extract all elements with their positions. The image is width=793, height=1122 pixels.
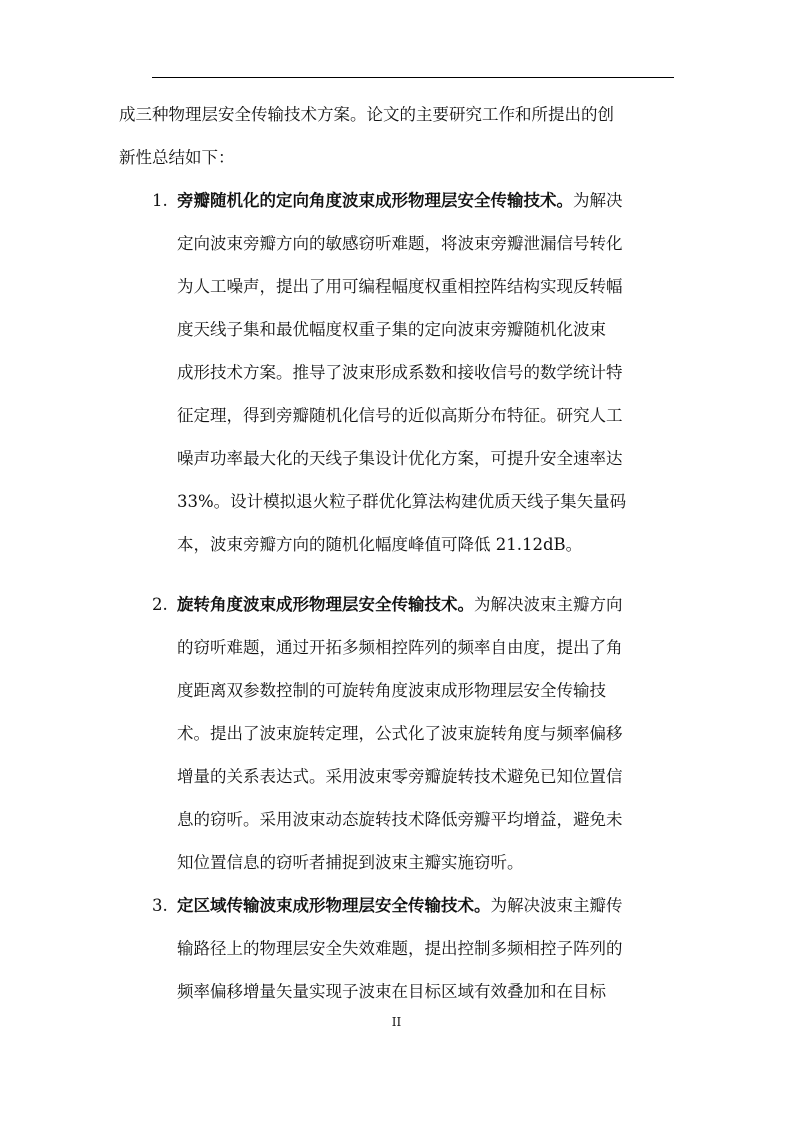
list-item-line: 定向波束旁瓣方向的敏感窃听难题，将波束旁瓣泄漏信号转化: [177, 234, 623, 253]
list-item-line: 频率偏移增量矢量实现子波束在目标区域有效叠加和在目标: [177, 982, 606, 1001]
list-item-line: 成形技术方案。推导了波束形成系数和接收信号的数学统计特: [177, 363, 623, 382]
list-item-text: 为解决: [573, 191, 623, 210]
list-item-title: 定区域传输波束成形物理层安全传输技术。: [177, 896, 491, 915]
list-item-line: 度天线子集和最优幅度权重子集的定向波束旁瓣随机化波束: [177, 320, 606, 339]
list-item-first-line: [177, 191, 623, 211]
list-item-line: 知位置信息的窃听者捕捉到波束主瓣实施窃听。: [177, 853, 524, 872]
list-item-text: 为解决波束主瓣方向: [474, 595, 623, 614]
page-number: II: [391, 1015, 402, 1029]
list-item-line: 噪声功率最大化的天线子集设计优化方案，可提升安全速率达: [177, 449, 623, 468]
list-number: 1.: [152, 191, 168, 210]
list-number: 2.: [152, 595, 168, 614]
intro-line: 成三种物理层安全传输技术方案。论文的主要研究工作和所提出的创: [119, 105, 614, 124]
list-item-line: 33%。设计模拟退火粒子群优化算法构建优质天线子集矢量码: [177, 492, 627, 511]
list-item-first-line: [177, 595, 623, 615]
list-item-first-line: [177, 896, 623, 916]
list-item-line: 为人工噪声，提出了用可编程幅度权重相控阵结构实现反转幅: [177, 277, 623, 296]
list-item-title: 旁瓣随机化的定向角度波束成形物理层安全传输技术。: [177, 191, 573, 210]
list-item-line: 本，波束旁瓣方向的随机化幅度峰值可降低 21.12dB。: [177, 535, 583, 554]
list-item-line: 的窃听难题，通过开拓多频相控阵列的频率自由度，提出了角: [177, 638, 623, 657]
list-item-line: 息的窃听。采用波束动态旋转技术降低旁瓣平均增益，避免未: [177, 810, 623, 829]
list-item-line: 增量的关系表达式。采用波束零旁瓣旋转技术避免已知位置信: [177, 767, 623, 786]
list-item-line: 输路径上的物理层安全失效难题，提出控制多频相控子阵列的: [177, 939, 623, 958]
list-item-line: 度距离双参数控制的可旋转角度波束成形物理层安全传输技: [177, 681, 606, 700]
list-item-line: 征定理，得到旁瓣随机化信号的近似高斯分布特征。研究人工: [177, 406, 623, 425]
list-item-line: 术。提出了波束旋转定理，公式化了波束旋转角度与频率偏移: [177, 724, 623, 743]
list-item-text: 为解决波束主瓣传: [490, 896, 623, 915]
intro-line: 新性总结如下：: [119, 148, 235, 167]
list-item-title: 旋转角度波束成形物理层安全传输技术。: [177, 595, 474, 614]
list-number: 3.: [152, 896, 168, 915]
